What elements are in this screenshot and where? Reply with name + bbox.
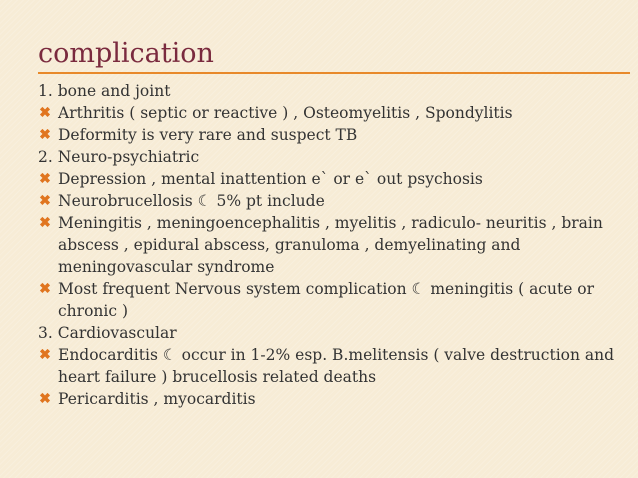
bullet-item — [38, 190, 634, 212]
bullet-item — [38, 124, 634, 146]
bullet-item — [38, 278, 634, 300]
bullet-item — [38, 344, 634, 366]
title-underline — [38, 72, 630, 74]
bullet-item — [38, 212, 634, 234]
heading-cardiovascular: 3. Cardiovascular — [38, 324, 177, 342]
heading-bone-joint: 1. bone and joint — [38, 82, 171, 100]
bullet-item — [38, 388, 634, 410]
slide-content — [38, 80, 634, 410]
x-bullet-icon: ✖ — [39, 347, 51, 363]
bullet-text: Deformity is very rare and suspect TB — [58, 126, 358, 144]
bullet-item — [38, 168, 634, 190]
bullet-continuation: chronic ) — [58, 302, 128, 320]
x-bullet-icon: ✖ — [39, 281, 51, 297]
heading-neuro-psychiatric: 2. Neuro-psychiatric — [38, 148, 200, 166]
bullet-text: Pericarditis , myocarditis — [58, 390, 256, 408]
x-bullet-icon: ✖ — [39, 215, 51, 231]
bullet-continuation: meningovascular syndrome — [58, 258, 275, 276]
bullet-text: Meningitis , meningoencephalitis , myelitis , radiculo- neuritis , brain — [58, 214, 603, 232]
x-bullet-icon: ✖ — [39, 127, 51, 143]
slide-title: complication — [38, 38, 214, 69]
bullet-text: Most frequent Nervous system complication ☾ meningitis ( acute or — [58, 280, 595, 298]
x-bullet-icon: ✖ — [39, 171, 51, 187]
bullet-text: Arthritis ( septic or reactive ) , Osteomyelitis , Spondylitis — [58, 104, 513, 122]
x-bullet-icon: ✖ — [39, 193, 51, 209]
bullet-text: Neurobrucellosis ☾ 5% pt include — [58, 192, 325, 210]
bullet-text: Endocarditis ☾ occur in 1-2% esp. B.melitensis ( valve destruction and — [58, 346, 615, 364]
x-bullet-icon: ✖ — [39, 391, 51, 407]
x-bullet-icon: ✖ — [39, 105, 51, 121]
bullet-item — [38, 102, 634, 124]
bullet-continuation: heart failure ) brucellosis related deaths — [58, 368, 377, 386]
bullet-continuation: abscess , epidural abscess, granuloma , demyelinating and — [58, 236, 521, 254]
bullet-text: Depression , mental inattention e` or e` out psychosis — [58, 170, 483, 188]
